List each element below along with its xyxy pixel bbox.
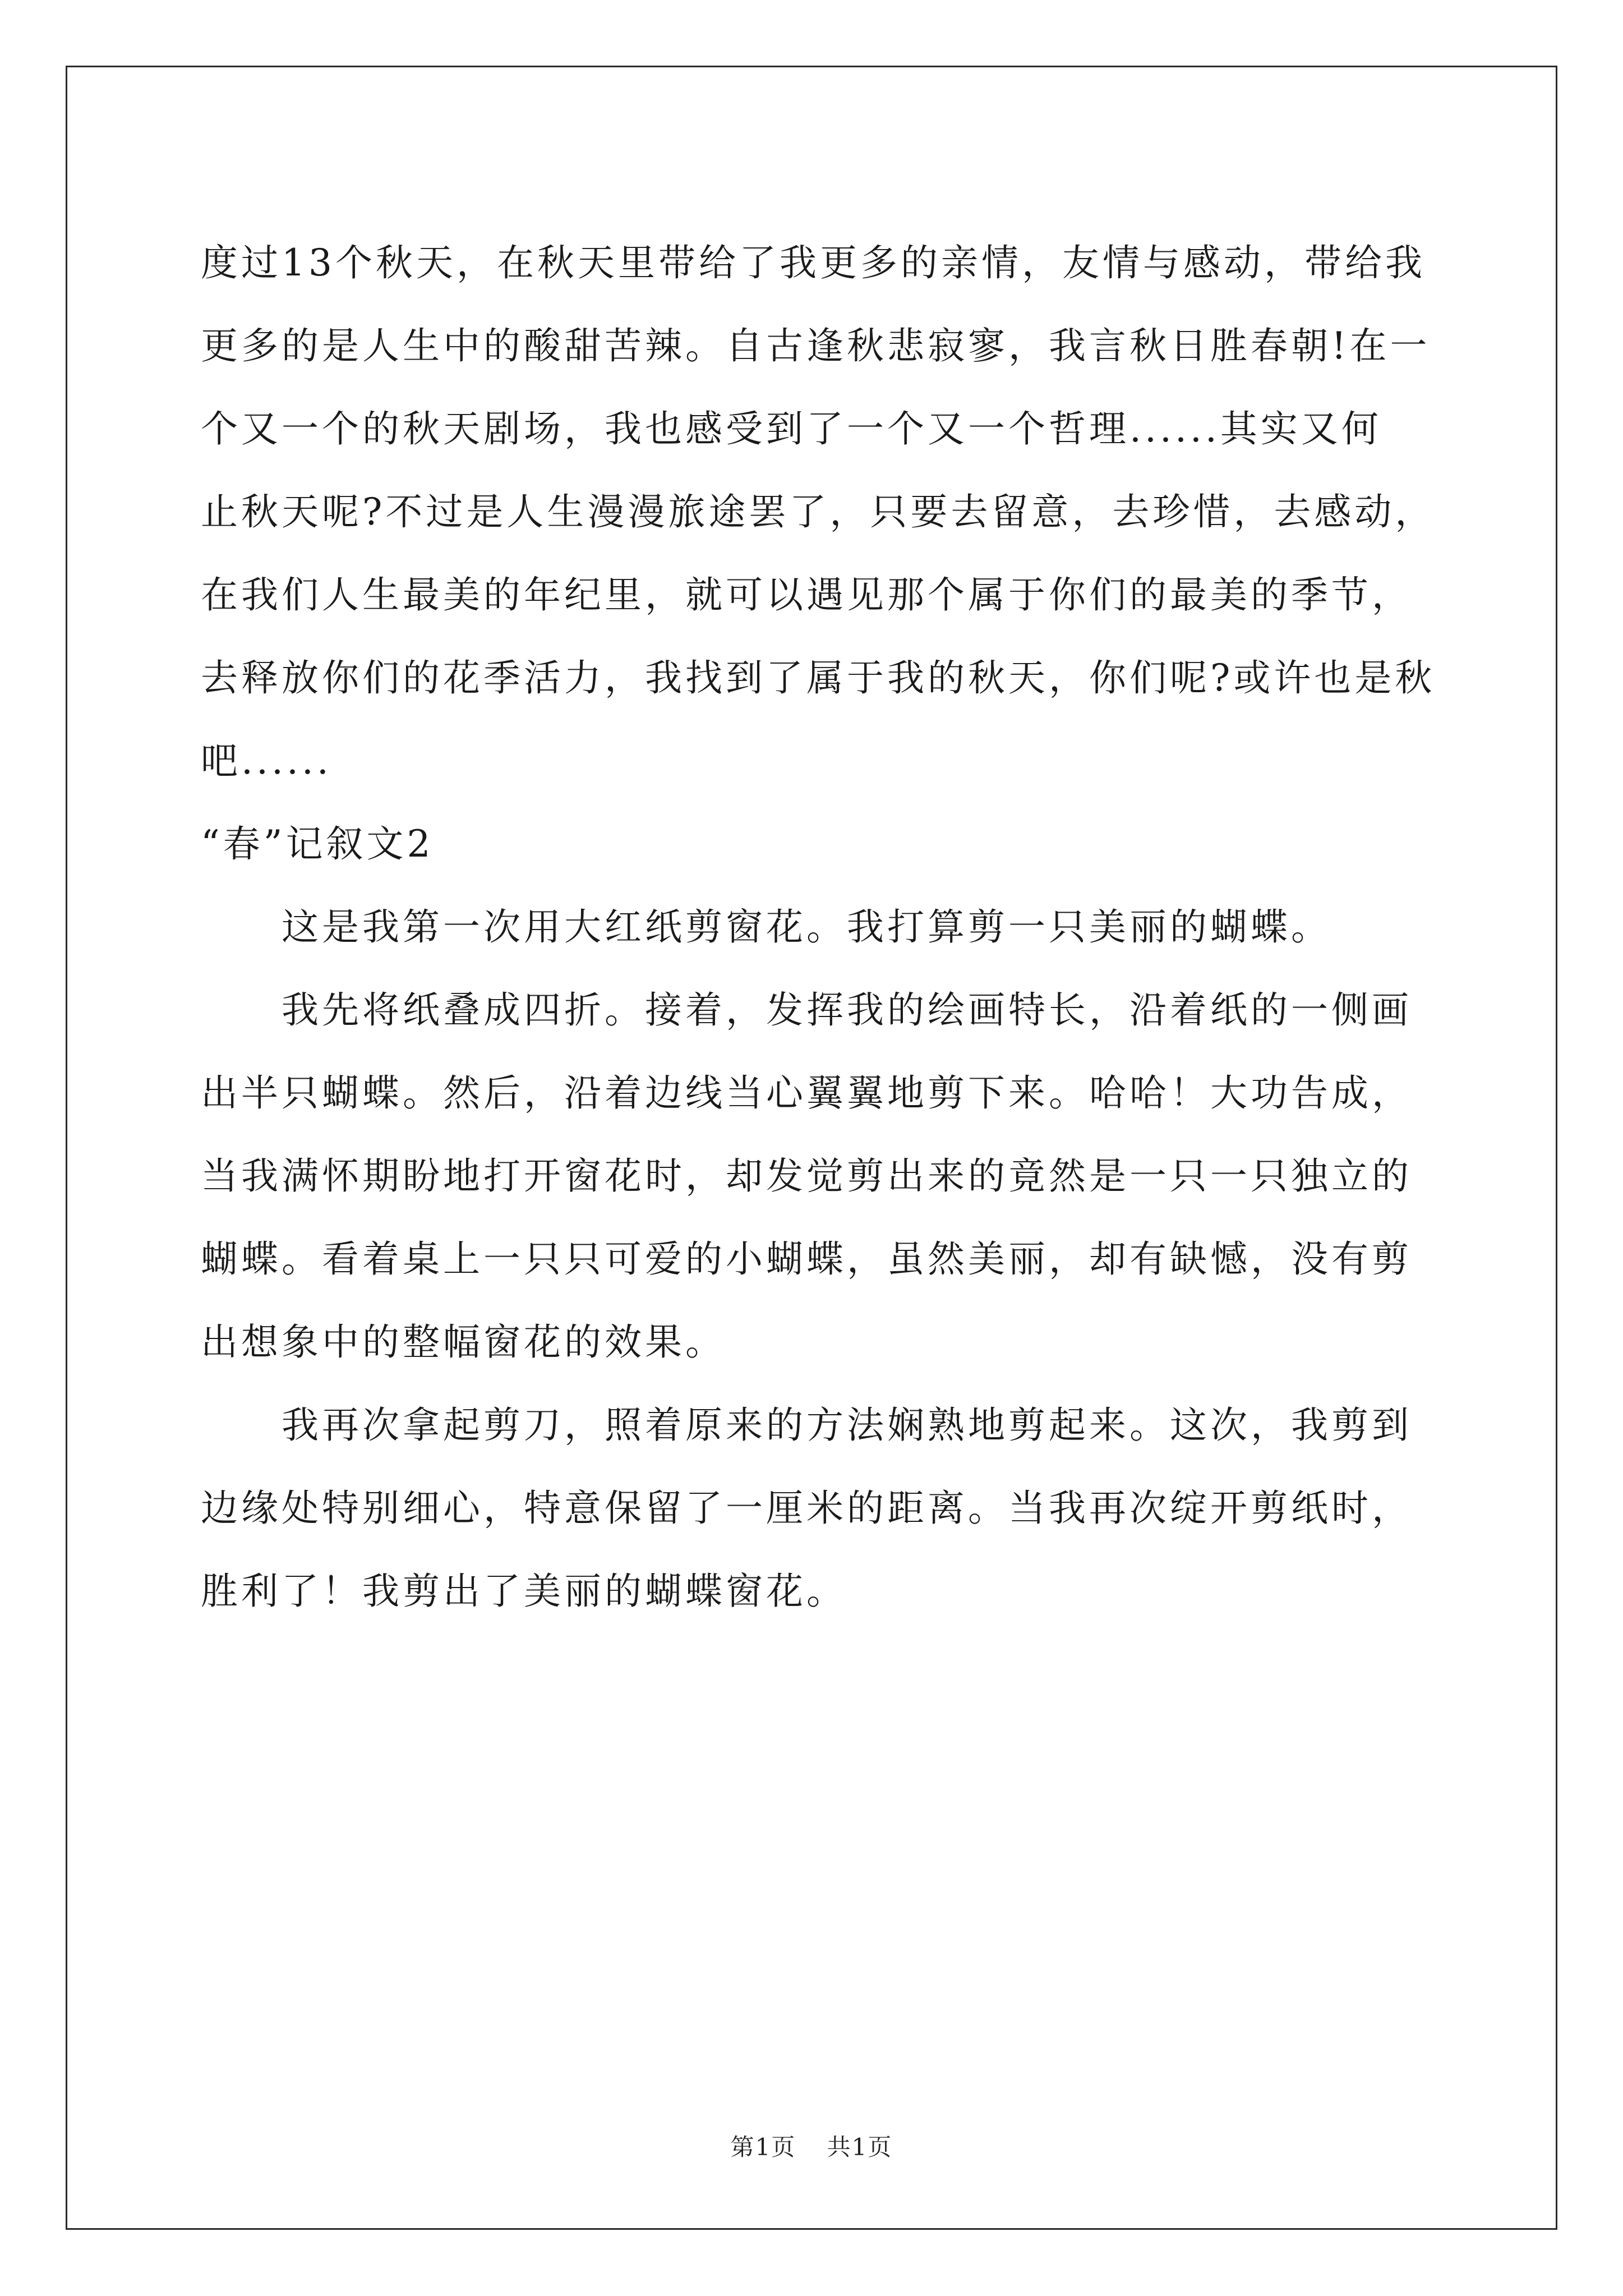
body-line: 胜利了！我剪出了美丽的蝴蝶窗花。 — [201, 1570, 847, 1613]
body-line: 个又一个的秋天剧场，我也感受到了一个又一个哲理......其实又何 — [201, 407, 1382, 450]
body-line: 吧...... — [201, 739, 332, 783]
body-line: 我先将纸叠成四折。接着，发挥我的绘画特长，沿着纸的一侧画 — [282, 988, 1412, 1032]
body-line: 去释放你们的花季活力，我找到了属于我的秋天，你们呢?或许也是秋 — [201, 656, 1436, 700]
page-total: 共1页 — [827, 2133, 893, 2161]
body-line: 当我满怀期盼地打开窗花时，却发觉剪出来的竟然是一只一只独立的 — [201, 1154, 1412, 1198]
page-number: 第1页 — [730, 2133, 796, 2161]
page-footer — [0, 2129, 1623, 2162]
body-line: 止秋天呢?不过是人生漫漫旅途罢了，只要去留意，去珍惜，去感动， — [201, 490, 1436, 533]
body-line: 更多的是人生中的酸甜苦辣。自古逢秋悲寂寥，我言秋日胜春朝!在一 — [201, 324, 1431, 367]
body-line: 出想象中的整幅窗花的效果。 — [201, 1320, 726, 1364]
body-line: 我再次拿起剪刀，照着原来的方法娴熟地剪起来。这次，我剪到 — [282, 1404, 1412, 1447]
body-line: 在我们人生最美的年纪里，就可以遇见那个属于你们的最美的季节， — [201, 573, 1412, 616]
body-line: 度过13个秋天，在秋天里带给了我更多的亲情，友情与感动，带给我 — [201, 241, 1426, 284]
section-heading: “春”记叙文2 — [201, 822, 434, 866]
body-line: 出半只蝴蝶。然后，沿着边线当心翼翼地剪下来。哈哈！大功告成， — [201, 1071, 1412, 1115]
body-line: 这是我第一次用大红纸剪窗花。我打算剪一只美丽的蝴蝶。 — [282, 905, 1331, 949]
body-line: 蝴蝶。看着桌上一只只可爱的小蝴蝶，虽然美丽，却有缺憾，没有剪 — [201, 1237, 1412, 1281]
body-line: 边缘处特别细心，特意保留了一厘米的距离。当我再次绽开剪纸时， — [201, 1487, 1412, 1530]
document-body — [201, 222, 1491, 1633]
